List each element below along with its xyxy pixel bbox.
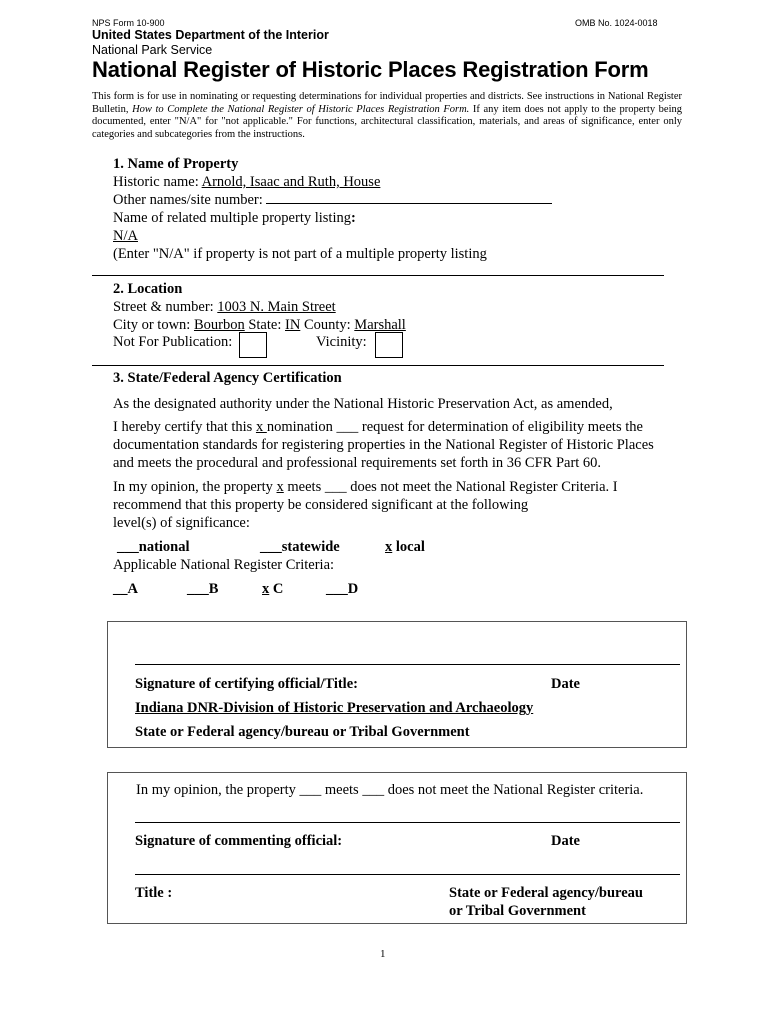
section-divider xyxy=(92,275,664,276)
other-names-row: Other names/site number: xyxy=(113,191,552,209)
section2-heading: 2. Location xyxy=(113,281,183,297)
multiple-listing-label: Name of related multiple property listing: xyxy=(113,210,356,226)
vicinity-checkbox[interactable] xyxy=(375,332,403,358)
not-for-publication-checkbox[interactable] xyxy=(239,332,267,358)
opinion-line-3: level(s) of significance: xyxy=(113,515,250,531)
street-row: Street & number: 1003 N. Main Street xyxy=(113,299,336,315)
commenting-opinion: In my opinion, the property ___ meets ___ does not meet the National Register criteria. xyxy=(136,782,644,798)
intro-bulletin-title: How to Complete the National Register of Historic Places Registration Form. xyxy=(132,103,470,115)
city-row: City or town: Bourbon State: IN County: Marshall xyxy=(113,317,406,333)
other-names-blank xyxy=(266,203,552,204)
level-statewide: ___statewide xyxy=(260,539,340,555)
commenting-signature-label: Signature of commenting official: xyxy=(135,833,343,849)
multiple-listing-value: N/A xyxy=(113,228,138,244)
opinion-line-2: recommend that this property be considered significant at the following xyxy=(113,497,529,513)
signature-line[interactable] xyxy=(135,822,680,823)
certifying-agency-label: State or Federal agency/bureau or Tribal Government xyxy=(135,724,470,740)
authority-statement: As the designated authority under the National Historic Preservation Act, as amended, xyxy=(113,396,613,412)
certify-line-3: and meets the procedural and professional requirements set forth in 36 CFR Part 60. xyxy=(113,455,602,471)
department-name: United States Department of the Interior xyxy=(92,28,329,42)
intro-paragraph: This form is for use in nominating or requesting determinations for individual properties and districts. See instructions in National Register Bulletin, How to Complete the National Register of Historic Places Registration Form. If any item does not apply to the property being documented, enter "N/A" for "not applicable." For functions, architectural classification, materials, and areas of significance, enter only categories and subcategories from the instructions. xyxy=(92,91,682,140)
criteria-label: Applicable National Register Criteria: xyxy=(113,557,335,573)
state-value: IN xyxy=(285,317,301,333)
multiple-listing-note: (Enter "N/A" if property is not part of a multiple property listing xyxy=(113,246,487,262)
section-divider xyxy=(92,365,664,366)
commenting-date-label: Date xyxy=(551,833,580,849)
section3-heading: 3. State/Federal Agency Certification xyxy=(113,370,342,386)
criterion-b: ___B xyxy=(187,581,219,597)
opinion-line-1: In my opinion, the property x meets ___ does not meet the National Register Criteria. I xyxy=(113,479,618,495)
omb-number: OMB No. 1024-0018 xyxy=(575,18,658,28)
commenting-agency-line1: State or Federal agency/bureau xyxy=(449,885,643,901)
historic-name-row: Historic name: Arnold, Isaac and Ruth, House xyxy=(113,174,381,190)
level-local: x local xyxy=(385,539,425,555)
meets-mark: x xyxy=(276,479,284,495)
certify-line-1: I hereby certify that this x nomination ___ request for determination of eligibility meets the xyxy=(113,419,643,435)
criterion-c: x C xyxy=(262,581,284,597)
historic-name-value: Arnold, Isaac and Ruth, House xyxy=(201,174,381,190)
certifying-agency-name: Indiana DNR-Division of Historic Preservation and Archaeology xyxy=(135,700,534,716)
certifying-signature-label: Signature of certifying official/Title: xyxy=(135,676,358,692)
title-line[interactable] xyxy=(135,874,680,875)
certifying-date-label: Date xyxy=(551,676,580,692)
not-for-publication-label: Not For Publication: xyxy=(113,334,233,350)
commenting-title-label: Title : xyxy=(135,885,173,901)
section1-heading: 1. Name of Property xyxy=(113,156,239,172)
page-title: National Register of Historic Places Registration Form xyxy=(92,57,649,82)
city-value: Bourbon xyxy=(193,317,245,333)
certify-line-2: documentation standards for registering properties in the National Register of Historic Places xyxy=(113,437,654,453)
form-number: NPS Form 10-900 xyxy=(92,18,165,28)
page-number: 1 xyxy=(380,948,386,960)
criterion-d: ___D xyxy=(326,581,359,597)
criterion-a: __A xyxy=(113,581,138,597)
signature-line[interactable] xyxy=(135,664,680,665)
level-national: ___national xyxy=(117,539,190,555)
commenting-agency-line2: or Tribal Government xyxy=(449,903,586,919)
street-value: 1003 N. Main Street xyxy=(217,299,336,315)
vicinity-label: Vicinity: xyxy=(316,334,367,350)
county-value: Marshall xyxy=(354,317,406,333)
nomination-mark: x xyxy=(255,419,267,435)
service-name: National Park Service xyxy=(92,43,213,57)
